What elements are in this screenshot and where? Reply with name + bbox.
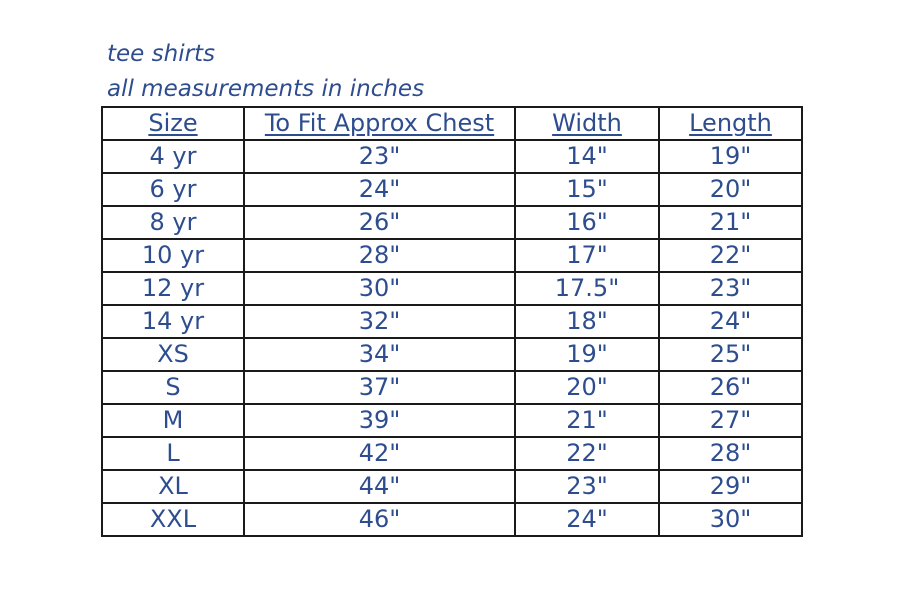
header-size-label: Size — [148, 109, 198, 137]
header-chest — [244, 107, 515, 140]
cell-width: 19" — [515, 338, 659, 371]
cell-chest: 34" — [244, 338, 515, 371]
header-length — [659, 107, 802, 140]
header-row — [102, 107, 802, 140]
cell-chest: 46" — [244, 503, 515, 536]
header-width — [515, 107, 659, 140]
cell-chest: 23" — [244, 140, 515, 173]
cell-chest: 32" — [244, 305, 515, 338]
cell-length: 22" — [659, 239, 802, 272]
cell-width: 15" — [515, 173, 659, 206]
cell-width: 17" — [515, 239, 659, 272]
cell-length: 30" — [659, 503, 802, 536]
cell-length: 29" — [659, 470, 802, 503]
header-size — [102, 107, 244, 140]
header-width-label: Width — [552, 109, 622, 137]
cell-size: 4 yr — [102, 140, 244, 173]
cell-width: 14" — [515, 140, 659, 173]
cell-size: S — [102, 371, 244, 404]
cell-length: 25" — [659, 338, 802, 371]
cell-size: L — [102, 437, 244, 470]
cell-size: 8 yr — [102, 206, 244, 239]
cell-size: XXL — [102, 503, 244, 536]
table-row — [102, 305, 802, 338]
cell-chest: 39" — [244, 404, 515, 437]
cell-width: 22" — [515, 437, 659, 470]
cell-chest: 30" — [244, 272, 515, 305]
table-row — [102, 272, 802, 305]
cell-width: 20" — [515, 371, 659, 404]
cell-length: 26" — [659, 371, 802, 404]
cell-width: 23" — [515, 470, 659, 503]
cell-chest: 28" — [244, 239, 515, 272]
cell-width: 24" — [515, 503, 659, 536]
cell-chest: 26" — [244, 206, 515, 239]
table-row — [102, 173, 802, 206]
cell-length: 20" — [659, 173, 802, 206]
cell-size: 6 yr — [102, 173, 244, 206]
cell-chest: 24" — [244, 173, 515, 206]
table-row — [102, 371, 802, 404]
table-row — [102, 206, 802, 239]
cell-size: 14 yr — [102, 305, 244, 338]
cell-length: 24" — [659, 305, 802, 338]
caption-product: tee shirts — [107, 41, 216, 67]
table-row — [102, 503, 802, 536]
size-chart-table — [101, 106, 803, 537]
table-row — [102, 140, 802, 173]
cell-width: 18" — [515, 305, 659, 338]
cell-size: M — [102, 404, 244, 437]
cell-chest: 42" — [244, 437, 515, 470]
cell-length: 28" — [659, 437, 802, 470]
header-length-label: Length — [689, 109, 772, 137]
table-row — [102, 239, 802, 272]
caption-units: all measurements in inches — [107, 76, 425, 102]
cell-size: XL — [102, 470, 244, 503]
table-row — [102, 404, 802, 437]
table-row — [102, 437, 802, 470]
cell-width: 17.5" — [515, 272, 659, 305]
header-chest-label: To Fit Approx Chest — [264, 109, 495, 137]
cell-width: 21" — [515, 404, 659, 437]
cell-size: 12 yr — [102, 272, 244, 305]
cell-width: 16" — [515, 206, 659, 239]
cell-length: 23" — [659, 272, 802, 305]
cell-size: 10 yr — [102, 239, 244, 272]
cell-length: 27" — [659, 404, 802, 437]
table-row — [102, 470, 802, 503]
cell-chest: 37" — [244, 371, 515, 404]
cell-chest: 44" — [244, 470, 515, 503]
cell-length: 19" — [659, 140, 802, 173]
cell-size: XS — [102, 338, 244, 371]
cell-length: 21" — [659, 206, 802, 239]
table-row — [102, 338, 802, 371]
